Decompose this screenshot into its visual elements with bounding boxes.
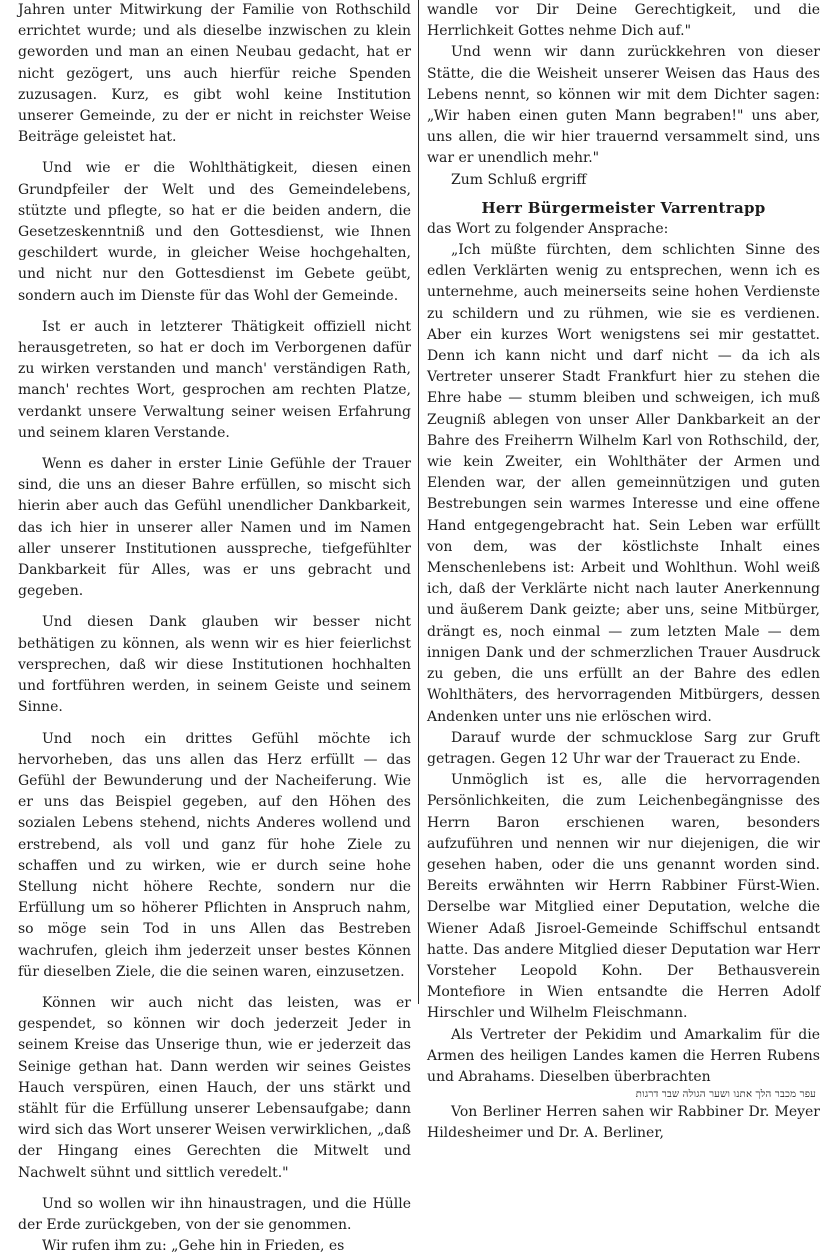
paragraph: Und diesen Dank glauben wir besser nicht bethätigen zu können, als wenn wir es hier feierlichst versprechen, daß wir diese Institutionen hochhalten und fortführen werden, in seinem Geiste und seinem Sinne. [18,614,411,716]
paragraph: Als Vertreter der Pekidim und Amarkalim für die Armen des heiligen Landes kamen die Herren Rubens und Abrahams. Dieselben überbrachten [427,1026,820,1085]
paragraph: „Ich müßte fürchten, dem schlichten Sinne des edlen Verklärten wenig zu entsprechen, wenn ich es unternehme, auch meinerseits seine hohen Verdienste zu schildern und zu rühmen, wie sie es verdienen. Aber ein kurzes Wort wenigstens sei mir gestattet. Denn ich kann nicht und darf nicht — da ich als Vertreter unserer Stadt Frankfurt hier zu stehen die Ehre habe — stumm bleiben und schweigen, ich muß Zeugniß ablegen von unser Aller Dankbarkeit an der Bahre des Freiherrn Wilhelm Karl von Rothschild, der, wie kein Zweiter, ein Wohlthäter der Armen und Elenden war, der allen gemeinnützigen und guten Bestrebungen sein warmes Interesse und eine offene Hand entgegengebracht hat. Sein Leben war erfüllt von dem, was der köstlichste Inhalt eines Menschenlebens ist: Arbeit und Wohlthun. Wohl weiß ich, daß der Verklärte nicht nach lauter Anerkennung und äußerem Dank geizte; aber uns, seine Mitbürger, drängt es, noch einmal — zum letzten Male — dem innigen Dank und der schmerzlichen Trauer Ausdruck zu geben, die uns erfüllt an der Bahre des edlen Wohlthäters, des hervorragenden Mitbürgers, dessen Andenken unter uns nie erlöschen wird. [427,242,820,725]
paragraph: das Wort zu folgender Ansprache: [427,220,669,237]
paragraph-gap [18,1184,411,1194]
paragraph: Und wie er die Wohlthätigkeit, diesen einen Grundpfeiler der Welt und des Gemeindelebens, stützte und pflegte, so hat er die beiden andern, die Gesetzeskenntniß und den Gottesdienst, wie Ihnen geschildert wurde, in gleicher Weise hochgehalten, und nicht nur den Gottesdienst im Gebete geübt, sondern auch im Dienste für das Wohl der Gemeinde. [18,160,411,304]
paragraph: Und so wollen wir ihn hinaustragen, und die Hülle der Erde zurückgeben, von der sie genommen. [18,1195,411,1233]
paragraph-gap [18,307,411,317]
paragraph: Zum Schluß ergriff [451,171,587,188]
hebrew-inscription: עפר מכבר הלך אתנו ושער הגולה שבר דרגות [635,1089,816,1101]
paragraph: Von Berliner Herren sahen wir Rabbiner Dr. Meyer Hildesheimer und Dr. A. Berliner, [427,1104,820,1142]
column-divider [418,0,419,1004]
paragraph: Unmöglich ist es, alle die hervorragenden Persönlichkeiten, die zum Leichenbegängnisse des Herrn Baron erschienen waren, besonders aufzuführen und nennen wir nur diejenigen, die wir gesehen haben, oder die uns genannt worden sind. Bereits erwähnten wir Herrn Rabbiner Fürst-Wien. Derselbe war Mitglied einer Deputation, welche die Wiener Adaß Jisroel-Gemeinde Schiffschul entsandt hatte. Das andere Mitglied dieser Deputation war Herr Vorsteher Leopold Kohn. Der Bethausverein Montefiore in Wien entsandte die Herren Adolf Hirschler und Wilhelm Fleischmann. [427,772,820,1022]
paragraph: Wir rufen ihm zu: „Gehe hin in Frieden, es [42,1238,345,1255]
paragraph: Darauf wurde der schmucklose Sarg zur Gruft getragen. Gegen 12 Uhr war der Traueract zu Ende. [427,729,820,767]
paragraph-gap [18,444,411,454]
paragraph: Können wir auch nicht das leisten, was er gespendet, so können wir doch jederzeit Jeder in seinem Kreise das Unserige thun, wie er jederzeit das Seinige gethan hat. Dann werden wir seines Geistes Hauch verspüren, einen Hauch, der uns stärkt und stählt für die Erfüllung unserer Lebensaufgabe; dann wird sich das Wort unserer Weisen verwirklichen, „daß der Hingang eines Gerechten die Mitwelt und Nachwelt sühnt und sittlich veredelt." [18,994,411,1181]
speaker-heading: Herr Bürgermeister Varrentrapp [481,198,766,217]
paragraph-gap [18,148,411,158]
paragraph-gap [18,602,411,612]
paragraph: Jahren unter Mitwirkung der Familie von Rothschild errichtet wurde; und als dieselbe inzwischen zu klein geworden und man an einen Neubau gedacht, hat er nicht gezögert, uns auch hierfür reiche Spenden zuzusagen. Kurz, es gibt wohl keine Institution unserer Gemeinde, zu der er nicht in reichster Weise Beiträge geleistet hat. [18,2,411,146]
paragraph: Wenn es daher in erster Linie Gefühle der Trauer sind, die uns an dieser Bahre erfüllen, so mischt sich hierin aber auch das Gefühl unendlicher Dankbarkeit, das ich hier in unserer aller Namen und im Namen aller unserer Institutionen ausspreche, tiefgefühlter Dankbarkeit für Alles, was er uns gebracht und gegeben. [18,456,411,600]
paragraph: Und noch ein drittes Gefühl möchte ich hervorheben, das uns allen das Herz erfüllt — das Gefühl der Bewunderung und der Nacheiferung. Wie er uns das Beispiel gegeben, auf den Höhen des sozialen Lebens stehend, nichts Anderes wollend und erstrebend, als voll und ganz für hohe Ziele zu schaffen und zu wirken, wie er durch seine hohe Stellung nicht höhere Rechte, sondern nur die Erfüllung um so höherer Pflichten in Anspruch nahm, so möge sein Tod in uns Allen das Bestreben wachrufen, gleich ihm jederzeit unser bestes Können für dieselben Ziele, die die seinen waren, einzusetzen. [18,730,411,980]
paragraph: Ist er auch in letzterer Thätigkeit offiziell nicht herausgetreten, so hat er doch im Verborgenen dafür zu wirken verstanden und manch' verständigen Rath, manch' rechtes Wort, gesprochen am rechten Platze, verdankt unsere Verwaltung seiner weisen Erfahrung und seinem klaren Verstande. [18,318,411,441]
right-column [427,0,820,1145]
paragraph: Und wenn wir dann zurückkehren von dieser Stätte, die die Weisheit unserer Weisen das Haus des Lebens nennt, so können wir mit dem Dichter sagen: „Wir haben einen guten Mann begraben!" uns aber, uns allen, die wir hier trauernd versammelt sind, uns war er unendlich mehr." [427,44,820,167]
paragraph: wandle vor Dir Deine Gerechtigkeit, und die Herrlichkeit Gottes nehme Dich auf." [427,2,820,40]
paragraph-gap [18,719,411,729]
paragraph-gap [18,983,411,993]
left-column [18,0,411,1257]
